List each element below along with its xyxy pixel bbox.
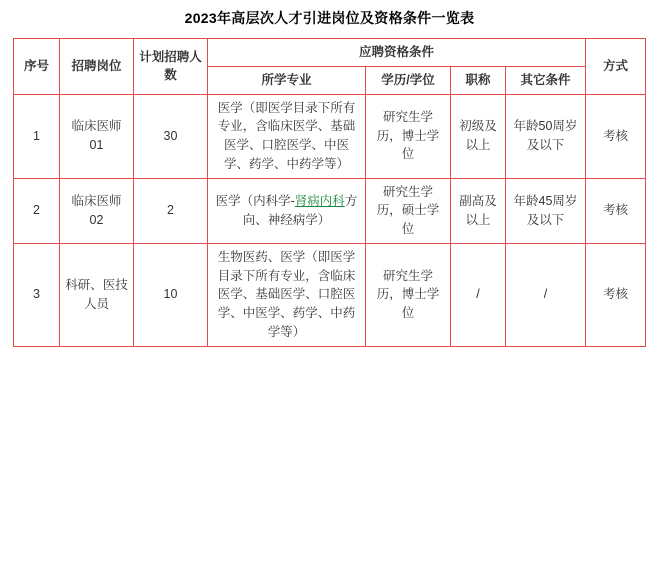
major-text-pre: 医学（内科学- — [215, 193, 295, 208]
cell-plan: 10 — [133, 243, 207, 346]
cell-major — [207, 94, 365, 178]
table-header — [13, 39, 645, 95]
cell-plan: 2 — [133, 178, 207, 243]
cell-post: 科研、医技人员 — [59, 243, 133, 346]
major-text-link[interactable]: 肾病内科 — [294, 193, 345, 208]
header-seq: 序号 — [13, 39, 59, 95]
header-major: 所学专业 — [207, 66, 365, 94]
cell-other: 年龄50周岁及以下 — [505, 94, 585, 178]
cell-degree: 研究生学历，博士学位 — [365, 94, 450, 178]
cell-other: / — [505, 243, 585, 346]
cell-way: 考核 — [586, 243, 646, 346]
cell-way: 考核 — [586, 94, 646, 178]
header-other: 其它条件 — [505, 66, 585, 94]
table-row — [13, 178, 645, 243]
cell-post: 临床医师01 — [59, 94, 133, 178]
recruitment-table — [13, 38, 646, 347]
header-degree: 学历/学位 — [365, 66, 450, 94]
header-title: 职称 — [450, 66, 505, 94]
table-row — [13, 94, 645, 178]
cell-title: 副高及以上 — [450, 178, 505, 243]
cell-degree: 研究生学历，博士学位 — [365, 243, 450, 346]
cell-major — [207, 178, 365, 243]
cell-title: / — [450, 243, 505, 346]
page-title: 2023年高层次人才引进岗位及资格条件一览表 — [184, 10, 475, 26]
cell-degree: 研究生学历，硕士学位 — [365, 178, 450, 243]
major-text-post: 方向、神经病学） — [242, 193, 358, 227]
cell-way: 考核 — [586, 178, 646, 243]
header-post: 招聘岗位 — [59, 39, 133, 95]
cell-major — [207, 243, 365, 346]
cell-seq: 1 — [13, 94, 59, 178]
header-qualification-group: 应聘资格条件 — [207, 39, 585, 67]
header-row-top — [13, 39, 645, 67]
header-way: 方式 — [586, 39, 646, 95]
header-plan: 计划招聘人数 — [133, 39, 207, 95]
cell-plan: 30 — [133, 94, 207, 178]
cell-title: 初级及以上 — [450, 94, 505, 178]
cell-seq: 3 — [13, 243, 59, 346]
cell-post: 临床医师02 — [59, 178, 133, 243]
table-row — [13, 243, 645, 346]
major-text-pre: 医学（即医学目录下所有专业，含临床医学、基础医学、口腔医学、中医学、药学、中药学等） — [217, 100, 356, 171]
cell-seq: 2 — [13, 178, 59, 243]
major-text-pre: 生物医药、医学（即医学目录下所有专业，含临床医学、基础医学、口腔医学、中医学、药学、中药学等） — [217, 249, 356, 339]
table-body — [13, 94, 645, 346]
cell-other: 年龄45周岁及以下 — [505, 178, 585, 243]
